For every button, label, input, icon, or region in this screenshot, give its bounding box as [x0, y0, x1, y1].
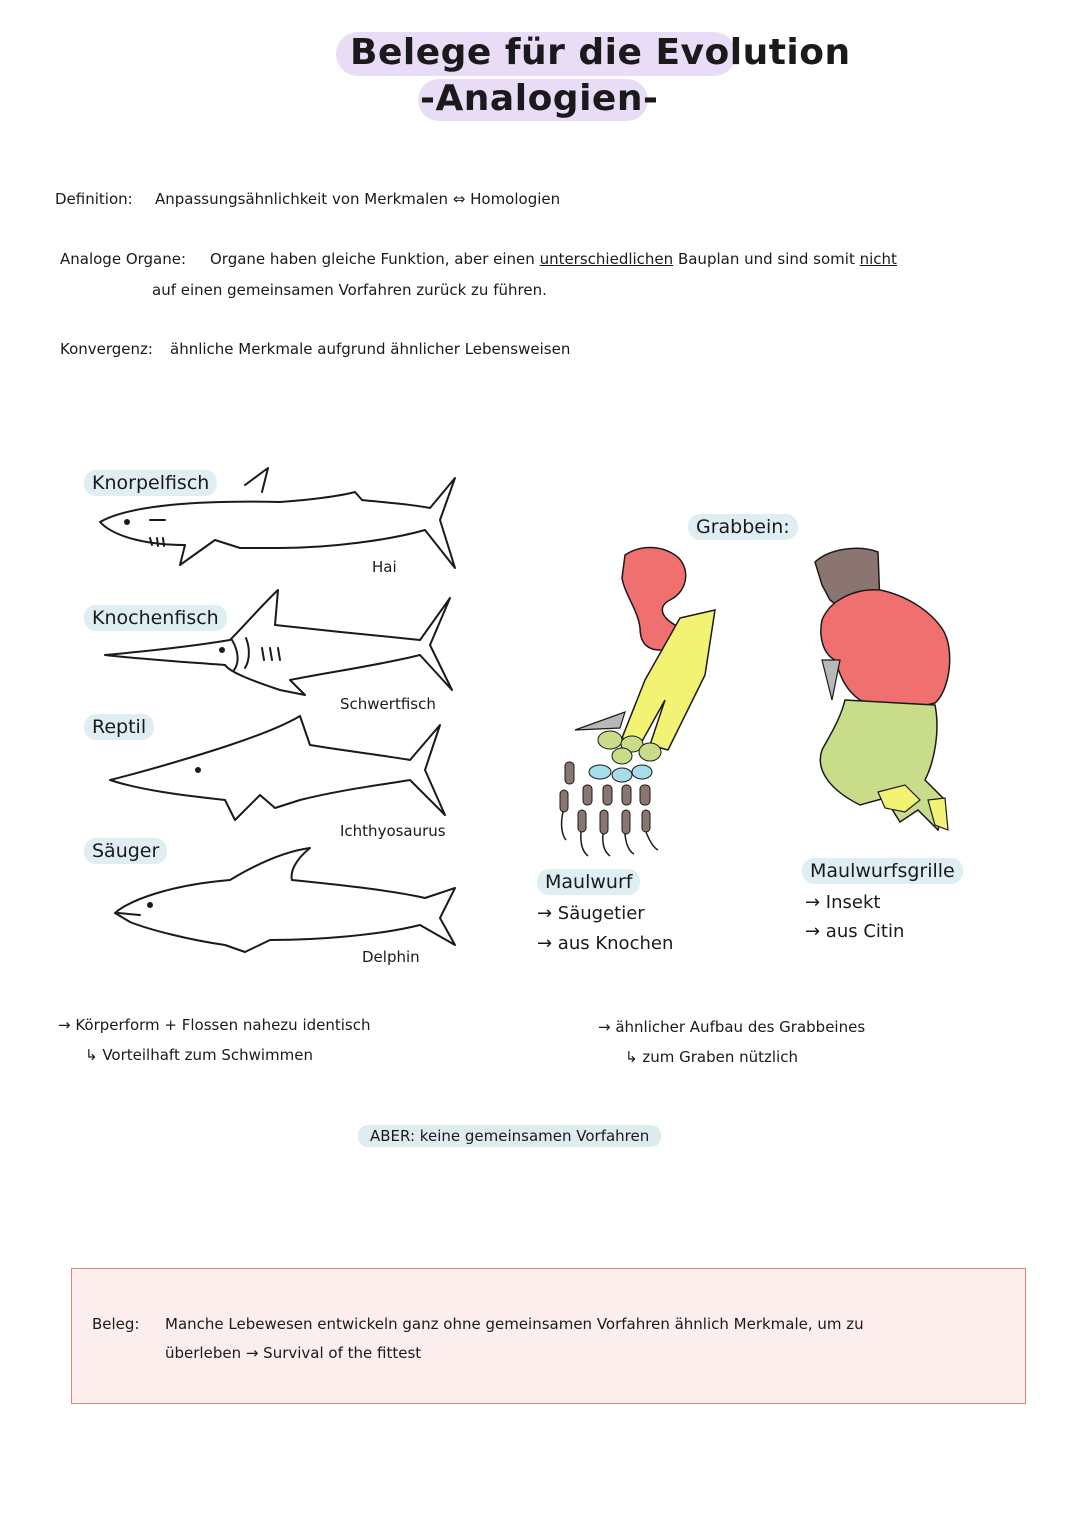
knochenfisch-label: Knochenfisch: [84, 605, 227, 631]
analog-organs-label: Analoge Organe:: [60, 250, 187, 268]
grille-label: Maulwurfsgrille: [802, 858, 963, 884]
cricket-femur: [821, 590, 950, 707]
maulwurf-line2: → aus Knochen: [537, 933, 674, 954]
grille-line2: → aus Citin: [805, 921, 905, 942]
delphin-label: Delphin: [362, 948, 420, 966]
maulwurf-label: Maulwurf: [537, 869, 640, 895]
analog-text-1: Organe haben gleiche Funktion, aber einen: [210, 250, 535, 268]
knorpelfisch-label: Knorpelfisch: [84, 470, 217, 496]
ichthyosaurus-label: Ichthyosaurus: [340, 822, 446, 840]
beleg-box: [71, 1268, 1026, 1404]
conclusion-left-1: → Körperform + Flossen nahezu identisch: [58, 1016, 371, 1034]
grabbein-title: Grabbein:: [688, 514, 798, 540]
cricket-tibia: [820, 700, 945, 830]
beleg-label: Beleg:: [92, 1315, 140, 1333]
conclusion-right-2: ↳ zum Graben nützlich: [625, 1048, 798, 1066]
hai-label: Hai: [372, 558, 397, 576]
maulwurf-line1: → Säugetier: [537, 903, 645, 924]
analog-underlined-2: nicht: [859, 250, 897, 268]
analog-organs-line2: auf einen gemeinsamen Vorfahren zurück zu führen.: [152, 281, 547, 299]
analog-text-2: Bauplan und sind somit: [677, 250, 855, 268]
grille-line1: → Insekt: [805, 892, 881, 913]
reptil-label: Reptil: [84, 714, 154, 740]
conclusion-right-1: → ähnlicher Aufbau des Grabbeines: [598, 1018, 866, 1036]
konvergenz-text: ähnliche Merkmale aufgrund ähnlicher Lebensweisen: [170, 340, 571, 358]
schwertfisch-label: Schwertfisch: [340, 695, 436, 713]
aber-note: ABER: keine gemeinsamen Vorfahren: [358, 1125, 661, 1147]
definition-label: Definition:: [55, 190, 133, 208]
beleg-text-line2: überleben → Survival of the fittest: [165, 1344, 422, 1362]
analog-underlined-1: unterschiedlichen: [539, 250, 674, 268]
beleg-text-line1: Manche Lebewesen entwickeln ganz ohne gemeinsamen Vorfahren ähnlich Merkmale, um zu: [165, 1315, 864, 1333]
konvergenz-label: Konvergenz:: [60, 340, 153, 358]
saeuger-label: Säuger: [84, 838, 167, 864]
definition-text: Anpassungsähnlichkeit von Merkmalen ⇔ Homologien: [155, 190, 561, 208]
conclusion-left-2: ↳ Vorteilhaft zum Schwimmen: [85, 1046, 314, 1064]
page-subtitle: -Analogien-: [420, 78, 659, 119]
page-title: Belege für die Evolution: [350, 32, 851, 73]
